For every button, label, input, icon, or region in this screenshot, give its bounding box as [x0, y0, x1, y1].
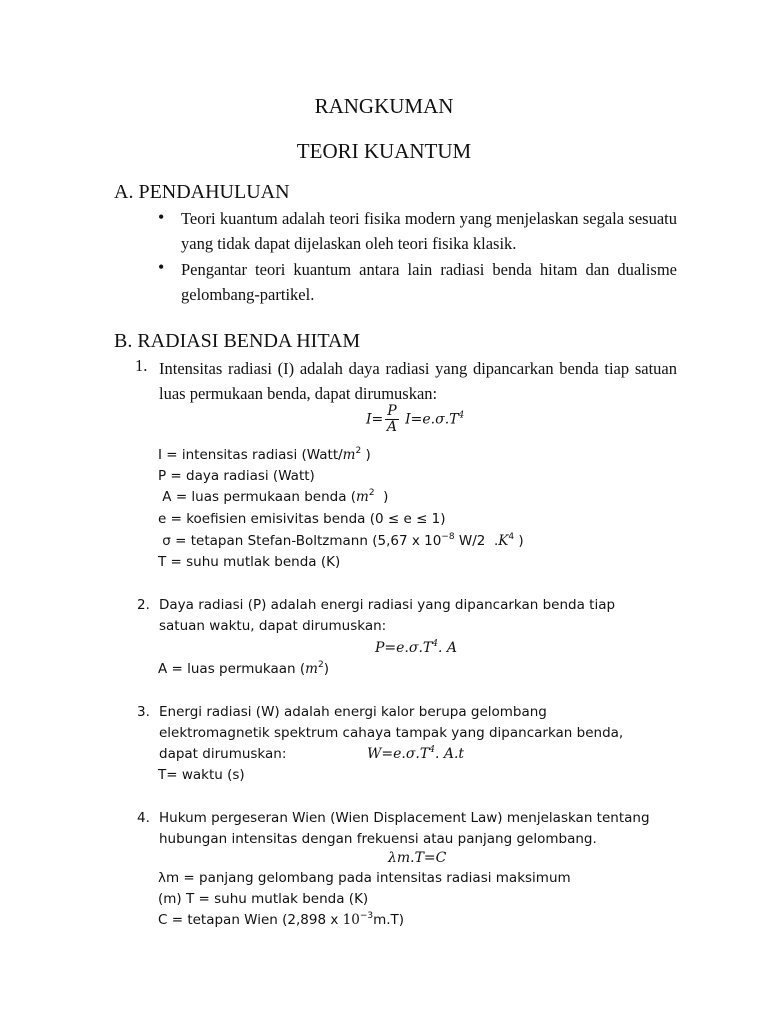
item-4-def-1: λm = panjang gelombang pada intensitas radiasi maksimum	[158, 870, 571, 886]
item-3-def: T= waktu (s)	[158, 767, 245, 783]
item-4-number: 4.	[137, 810, 150, 826]
item-2-def: A = luas permukaan $(m^2)$	[158, 660, 329, 677]
item-1-def-6: T = suhu mutlak benda (K)	[158, 554, 341, 570]
item-3-number: 3.	[137, 704, 150, 720]
section-a-bullet-1: Teori kuantum adalah teori fisika modern yang menjelaskan segala sesuatu yang tidak dapat dijelaskan oleh teori fisika klasik.	[181, 209, 677, 253]
bullet-icon: •	[158, 257, 165, 277]
section-a-bullet-2: Pengantar teori kuantum antara lain radiasi benda hitam dan dualisme gelombang-partikel.	[181, 260, 677, 304]
item-1-def-2: P = daya radiasi (Watt)	[158, 468, 315, 484]
item-1-formula: I= $\frac{P}{A}$ $I=e.\sigma.T^4$	[366, 403, 465, 435]
section-b-heading: B. RADIASI BENDA HITAM	[114, 330, 361, 352]
item-4-def-2: (m) T = suhu mutlak benda (K)	[158, 891, 369, 907]
item-4-text: Hukum pergeseran Wien (Wien Displacement Law) menjelaskan tentang hubungan intensitas dengan frekuensi atau panjang gelombang.	[159, 810, 650, 847]
item-1-def-3: A = luas permukaan benda ($m^2$ )	[158, 488, 389, 505]
bullet-icon: •	[158, 207, 165, 227]
section-a-heading: A. PENDAHULUAN	[114, 181, 290, 203]
item-1-number: 1.	[135, 356, 148, 375]
item-1-def-1: I = intensitas radiasi ($Watt/m^2$ )	[158, 446, 371, 463]
item-4-def-3: C = tetapan Wien (2,898 x $10^{-3}m.T$)	[158, 911, 405, 928]
item-2-number: 2.	[137, 597, 150, 613]
page-subtitle: TEORI KUANTUM	[296, 139, 472, 163]
item-3-text: Energi radiasi (W) adalah energi kalor berupa gelombang elektromagnetik spektrum cahaya tampak yang dipancarkan benda, dapat dirumuskan:	[159, 704, 624, 762]
fraction: $\frac{P}{A}$	[386, 403, 398, 435]
item-2-formula: $P=e.\sigma.T^4$. A	[375, 639, 457, 656]
item-1-text: Intensitas radiasi (I) adalah daya radiasi yang dipancarkan benda tiap satuan luas permukaan benda, dapat dirumuskan:	[159, 359, 677, 403]
item-3-formula: $W=e.\sigma.T^4$. A.t	[367, 745, 465, 762]
item-4-formula: λm.T=C	[388, 850, 447, 866]
item-1-def-5: σ = tetapan Stefan-Boltzmann (5,67 x $10^{-8}$ W/2 $.K^4$ )	[158, 532, 524, 549]
page-title: RANGKUMAN	[314, 94, 454, 118]
item-1-def-4: e = koefisien emisivitas benda (0 ≤ e ≤ 1)	[158, 511, 446, 527]
item-2-text: Daya radiasi (P) adalah energi radiasi yang dipancarkan benda tiap satuan waktu, dapat dirumuskan:	[159, 597, 616, 634]
